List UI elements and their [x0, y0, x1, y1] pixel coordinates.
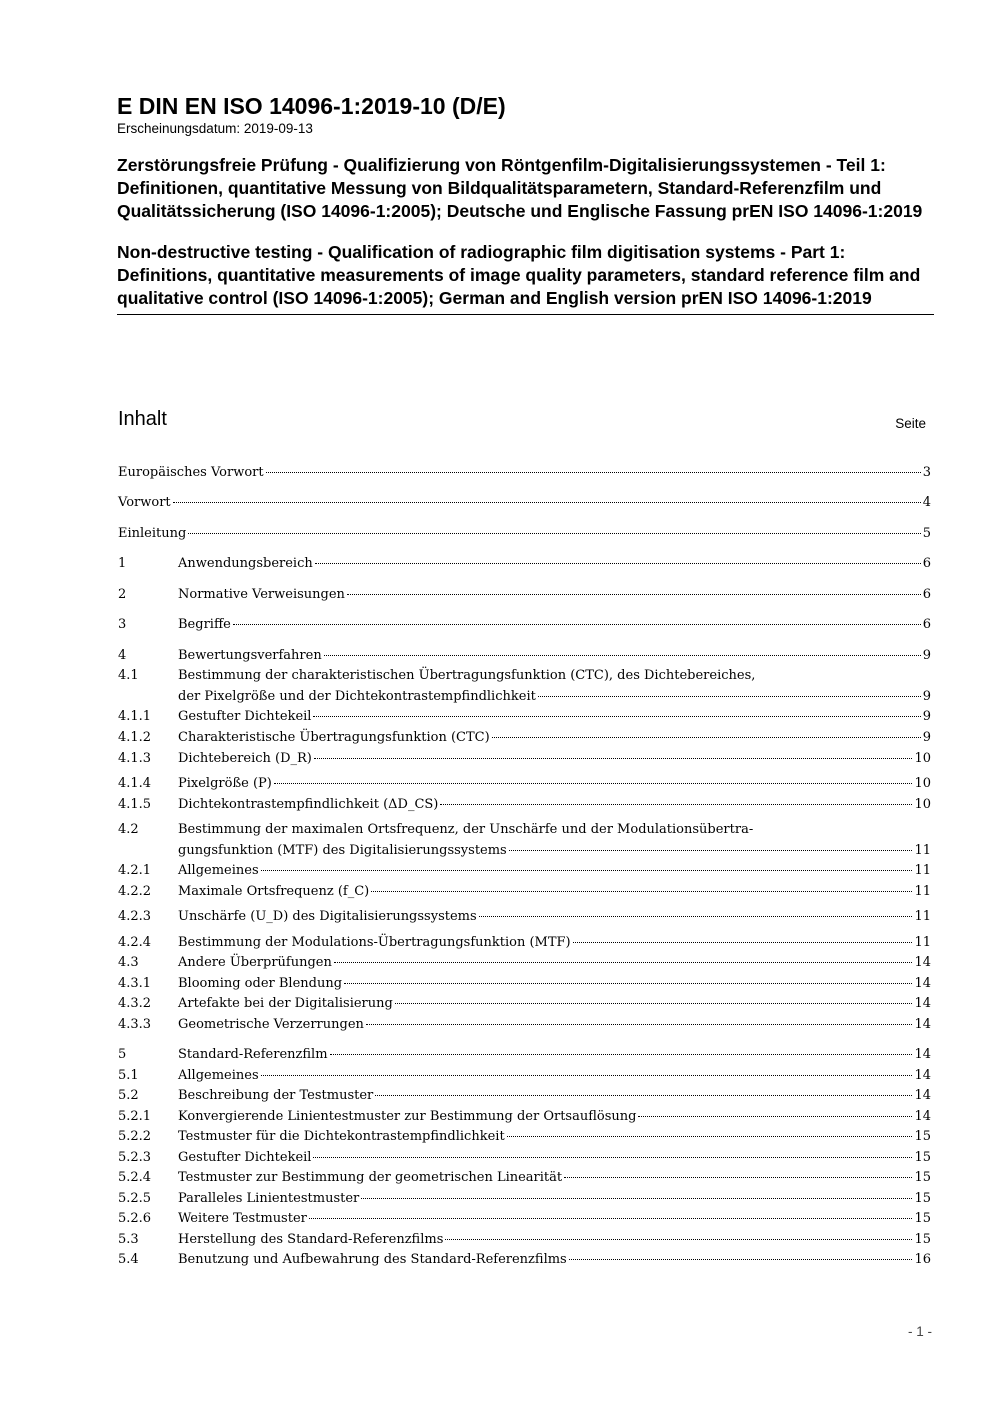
toc-entry-label[interactable]: Benutzung und Aufbewahrung des Standard-Referenzfilms	[178, 1252, 567, 1267]
toc-entry-number: 4.3.2	[118, 996, 152, 1011]
toc-entry-label[interactable]: Bestimmung der Modulations-Übertragungsfunktion (MTF)	[178, 935, 571, 950]
toc-leader-dots	[309, 1218, 913, 1219]
toc-entry-label[interactable]: der Pixelgröße und der Dichtekontrastempfindlichkeit	[178, 688, 536, 704]
toc-entry-number: 4.2.1	[118, 863, 152, 878]
toc-leader-dots	[330, 1054, 913, 1055]
toc-entry-number: 5.2.3	[118, 1150, 152, 1165]
publication-date: Erscheinungsdatum: 2019-09-13	[117, 121, 313, 136]
toc-entry-page: 10	[914, 797, 931, 812]
toc-entry-label[interactable]: Dichtekontrastempfindlichkeit (ΔD_CS)	[178, 797, 439, 812]
toc-entry-page: 14	[914, 1017, 931, 1032]
toc-leader-dots	[638, 1116, 912, 1117]
toc-entry-label[interactable]: Beschreibung der Testmuster	[178, 1088, 374, 1103]
toc-entry-page: 11	[914, 884, 931, 899]
toc-entry-page: 9	[922, 730, 931, 745]
toc-entry-number: 4	[118, 648, 127, 663]
toc-entry-label[interactable]: Andere Überprüfungen	[178, 955, 332, 970]
toc-entry-page: 4	[922, 495, 931, 510]
toc-entry-label[interactable]: Konvergierende Linientestmuster zur Bestimmung der Ortsauflösung	[178, 1109, 637, 1124]
toc-entry-number: 3	[118, 617, 127, 632]
toc-entry-page: 15	[914, 1150, 931, 1165]
toc-entry-page: 14	[914, 976, 931, 991]
toc-entry-page: 14	[914, 996, 931, 1011]
toc-entry-page: 10	[914, 776, 931, 791]
toc-leader-dots	[313, 1157, 912, 1158]
toc-entry-number: 4.2.4	[118, 935, 152, 950]
toc-leader-dots	[445, 1239, 912, 1240]
title-german: Zerstörungsfreie Prüfung - Qualifizierung von Röntgenfilm-Digitalisierungssystemen - Teil 1: Definitionen, quantitative Messung von Bildqualitätsparametern, Standard-Referenzfilm und Qualitätssicherung (ISO 14096-1:2005); Deutsche und Englische Fassung prEN ISO 14096-1:2019	[117, 155, 923, 221]
toc-entry-number: 4.1.3	[118, 751, 152, 766]
title-english: Non-destructive testing - Qualification of radiographic film digitisation systems - Part 1: Definitions, quantitative measurements of image quality parameters, standard reference film and qualitative control (ISO 14096-1:2005); German and English version prEN ISO 14096-1:2019	[117, 241, 934, 315]
toc-leader-dots	[507, 1136, 913, 1137]
toc-entry-page: 14	[914, 1047, 931, 1062]
toc-leader-dots	[509, 850, 913, 851]
toc-entry-label[interactable]: Artefakte bei der Digitalisierung	[178, 996, 393, 1011]
toc-entry-page: 14	[914, 1068, 931, 1083]
toc-entry-page: 11	[914, 935, 931, 950]
toc-leader-dots	[261, 870, 913, 871]
toc-entry-page: 15	[914, 1191, 931, 1206]
toc-entry-page: 15	[914, 1170, 931, 1185]
toc-entry-label[interactable]: Standard-Referenzfilm	[178, 1047, 328, 1062]
toc-entry-label[interactable]: Gestufter Dichtekeil	[178, 1150, 312, 1165]
toc-entry-number: 2	[118, 587, 127, 602]
document-header	[117, 92, 934, 315]
toc-entry-label[interactable]: Maximale Ortsfrequenz (f_C)	[178, 884, 370, 899]
toc-entry-page: 11	[914, 842, 931, 858]
toc-entry-label[interactable]: Weitere Testmuster	[178, 1211, 307, 1226]
toc-page-label: Seite	[895, 416, 926, 431]
toc-entry-label[interactable]: Begriffe	[178, 617, 231, 632]
toc-entry-number: 5.2.6	[118, 1211, 152, 1226]
toc-entry-number: 4.2.3	[118, 909, 152, 924]
toc-leader-dots	[173, 502, 921, 503]
toc-entry-page: 15	[914, 1211, 931, 1226]
toc-leader-dots	[315, 563, 921, 564]
toc-leader-dots	[492, 737, 921, 738]
toc-entry-number: 5.3	[118, 1232, 139, 1247]
toc-entry-label[interactable]: Allgemeines	[178, 863, 259, 878]
toc-leader-dots	[538, 696, 921, 697]
toc-entry-number: 4.1.1	[118, 709, 152, 724]
toc-entry-label-line1[interactable]: Bestimmung der maximalen Ortsfrequenz, der Unschärfe und der Modulationsübertra-	[178, 822, 754, 837]
toc-entry-number: 4.3.1	[118, 976, 152, 991]
toc-entry-page: 15	[914, 1232, 931, 1247]
toc-entry-number: 4.1.2	[118, 730, 152, 745]
toc-leader-dots	[313, 716, 920, 717]
toc-entry-number: 4.3	[118, 955, 139, 970]
toc-entry-number: 5.2.1	[118, 1109, 152, 1124]
toc-entry-label[interactable]: Normative Verweisungen	[178, 587, 345, 602]
toc-entry-page: 14	[914, 1088, 931, 1103]
toc-leader-dots	[371, 891, 912, 892]
toc-entry-number: 5.1	[118, 1068, 139, 1083]
toc-entry-page: 14	[914, 955, 931, 970]
toc-entry-label[interactable]: Vorwort	[118, 495, 171, 510]
toc-entry-page: 6	[922, 587, 931, 602]
document-id: E DIN EN ISO 14096-1:2019-10 (D/E)	[117, 93, 506, 119]
toc-leader-dots	[266, 472, 921, 473]
toc-leader-dots	[334, 962, 913, 963]
toc-entry-label[interactable]: Bewertungsverfahren	[178, 648, 322, 663]
toc-entry-page: 15	[914, 1129, 931, 1144]
toc-leader-dots	[366, 1024, 913, 1025]
toc-entry-page: 11	[914, 863, 931, 878]
toc-entry-number: 5.2.5	[118, 1191, 152, 1206]
toc-leader-dots	[395, 1003, 913, 1004]
page-number: - 1 -	[907, 1324, 932, 1339]
toc-entry-label[interactable]: Gestufter Dichtekeil	[178, 709, 312, 724]
toc-entry-page: 10	[914, 751, 931, 766]
toc-leader-dots	[274, 783, 913, 784]
toc-entry-number: 1	[118, 556, 127, 571]
toc-header	[118, 405, 926, 435]
toc-entry-number: 4.1	[118, 668, 139, 683]
toc-entry-number: 5.4	[118, 1252, 139, 1267]
toc-entry-page: 3	[922, 465, 931, 480]
toc-entry-number: 4.3.3	[118, 1017, 152, 1032]
toc-entry-number: 5.2	[118, 1088, 139, 1103]
toc-entry-label[interactable]: Blooming oder Blendung	[178, 976, 343, 991]
toc-leader-dots	[233, 624, 921, 625]
toc-leader-dots	[347, 594, 921, 595]
toc-entry-page: 14	[914, 1109, 931, 1124]
toc-leader-dots	[375, 1095, 912, 1096]
toc-entry-number: 5.2.4	[118, 1170, 152, 1185]
toc-entry-page: 9	[922, 709, 931, 724]
toc-entry-page: 6	[922, 617, 931, 632]
toc-entry-page: 11	[914, 909, 931, 924]
toc-leader-dots	[573, 942, 913, 943]
toc-entry-page: 9	[922, 648, 931, 663]
toc-entry-label[interactable]: Herstellung des Standard-Referenzfilms	[178, 1232, 444, 1247]
toc-entry-page: 16	[914, 1252, 931, 1267]
toc-entry-label[interactable]: Anwendungsbereich	[178, 556, 313, 571]
toc-leader-dots	[314, 758, 913, 759]
toc-leader-dots	[324, 655, 921, 656]
toc-leader-dots	[440, 804, 912, 805]
toc-entry-label-line1[interactable]: Bestimmung der charakteristischen Übertragungsfunktion (CTC), des Dichtebereiches,	[178, 668, 756, 683]
toc-leader-dots	[564, 1177, 912, 1178]
toc-entry-number: 4.1.4	[118, 776, 152, 791]
toc-leader-dots	[569, 1259, 913, 1260]
toc-entry[interactable]	[118, 666, 931, 708]
toc-leader-dots	[361, 1198, 912, 1199]
toc-entry-page: 6	[922, 556, 931, 571]
toc-entry-label[interactable]: Paralleles Linientestmuster	[178, 1191, 360, 1206]
toc-leader-dots	[188, 533, 920, 534]
toc-entry-label[interactable]: Charakteristische Übertragungsfunktion (CTC)	[178, 730, 490, 745]
toc-entry[interactable]	[118, 820, 931, 862]
toc-entry-label[interactable]: Testmuster zur Bestimmung der geometrischen Linearität	[178, 1170, 563, 1185]
toc-entry-number: 4.2	[118, 822, 139, 837]
toc-entry-label[interactable]: Pixelgröße (P)	[178, 776, 272, 791]
toc-entry-number: 4.1.5	[118, 797, 152, 812]
toc-leader-dots	[344, 983, 912, 984]
toc-entry-label[interactable]: Allgemeines	[178, 1068, 259, 1083]
toc-entry-label[interactable]: Geometrische Verzerrungen	[178, 1017, 364, 1032]
toc-entry-number: 5.2.2	[118, 1129, 152, 1144]
toc-leader-dots	[479, 916, 913, 917]
toc-entry-label[interactable]: Dichtebereich (D_R)	[178, 751, 312, 766]
toc-entry-label[interactable]: Einleitung	[118, 526, 187, 541]
toc-entry-label[interactable]: gungsfunktion (MTF) des Digitalisierungssystems	[178, 842, 507, 858]
toc-entry-number: 5	[118, 1047, 127, 1062]
toc-entry-label[interactable]: Unschärfe (U_D) des Digitalisierungssystems	[178, 909, 477, 924]
toc-title: Inhalt	[118, 408, 167, 430]
toc-leader-dots	[261, 1075, 913, 1076]
toc-entry-label[interactable]: Testmuster für die Dichtekontrastempfindlichkeit	[178, 1129, 505, 1144]
toc-entry-number: 4.2.2	[118, 884, 152, 899]
toc-entry-page: 9	[922, 688, 931, 704]
toc-entry-label[interactable]: Europäisches Vorwort	[118, 465, 264, 480]
toc-entry-page: 5	[922, 526, 931, 541]
